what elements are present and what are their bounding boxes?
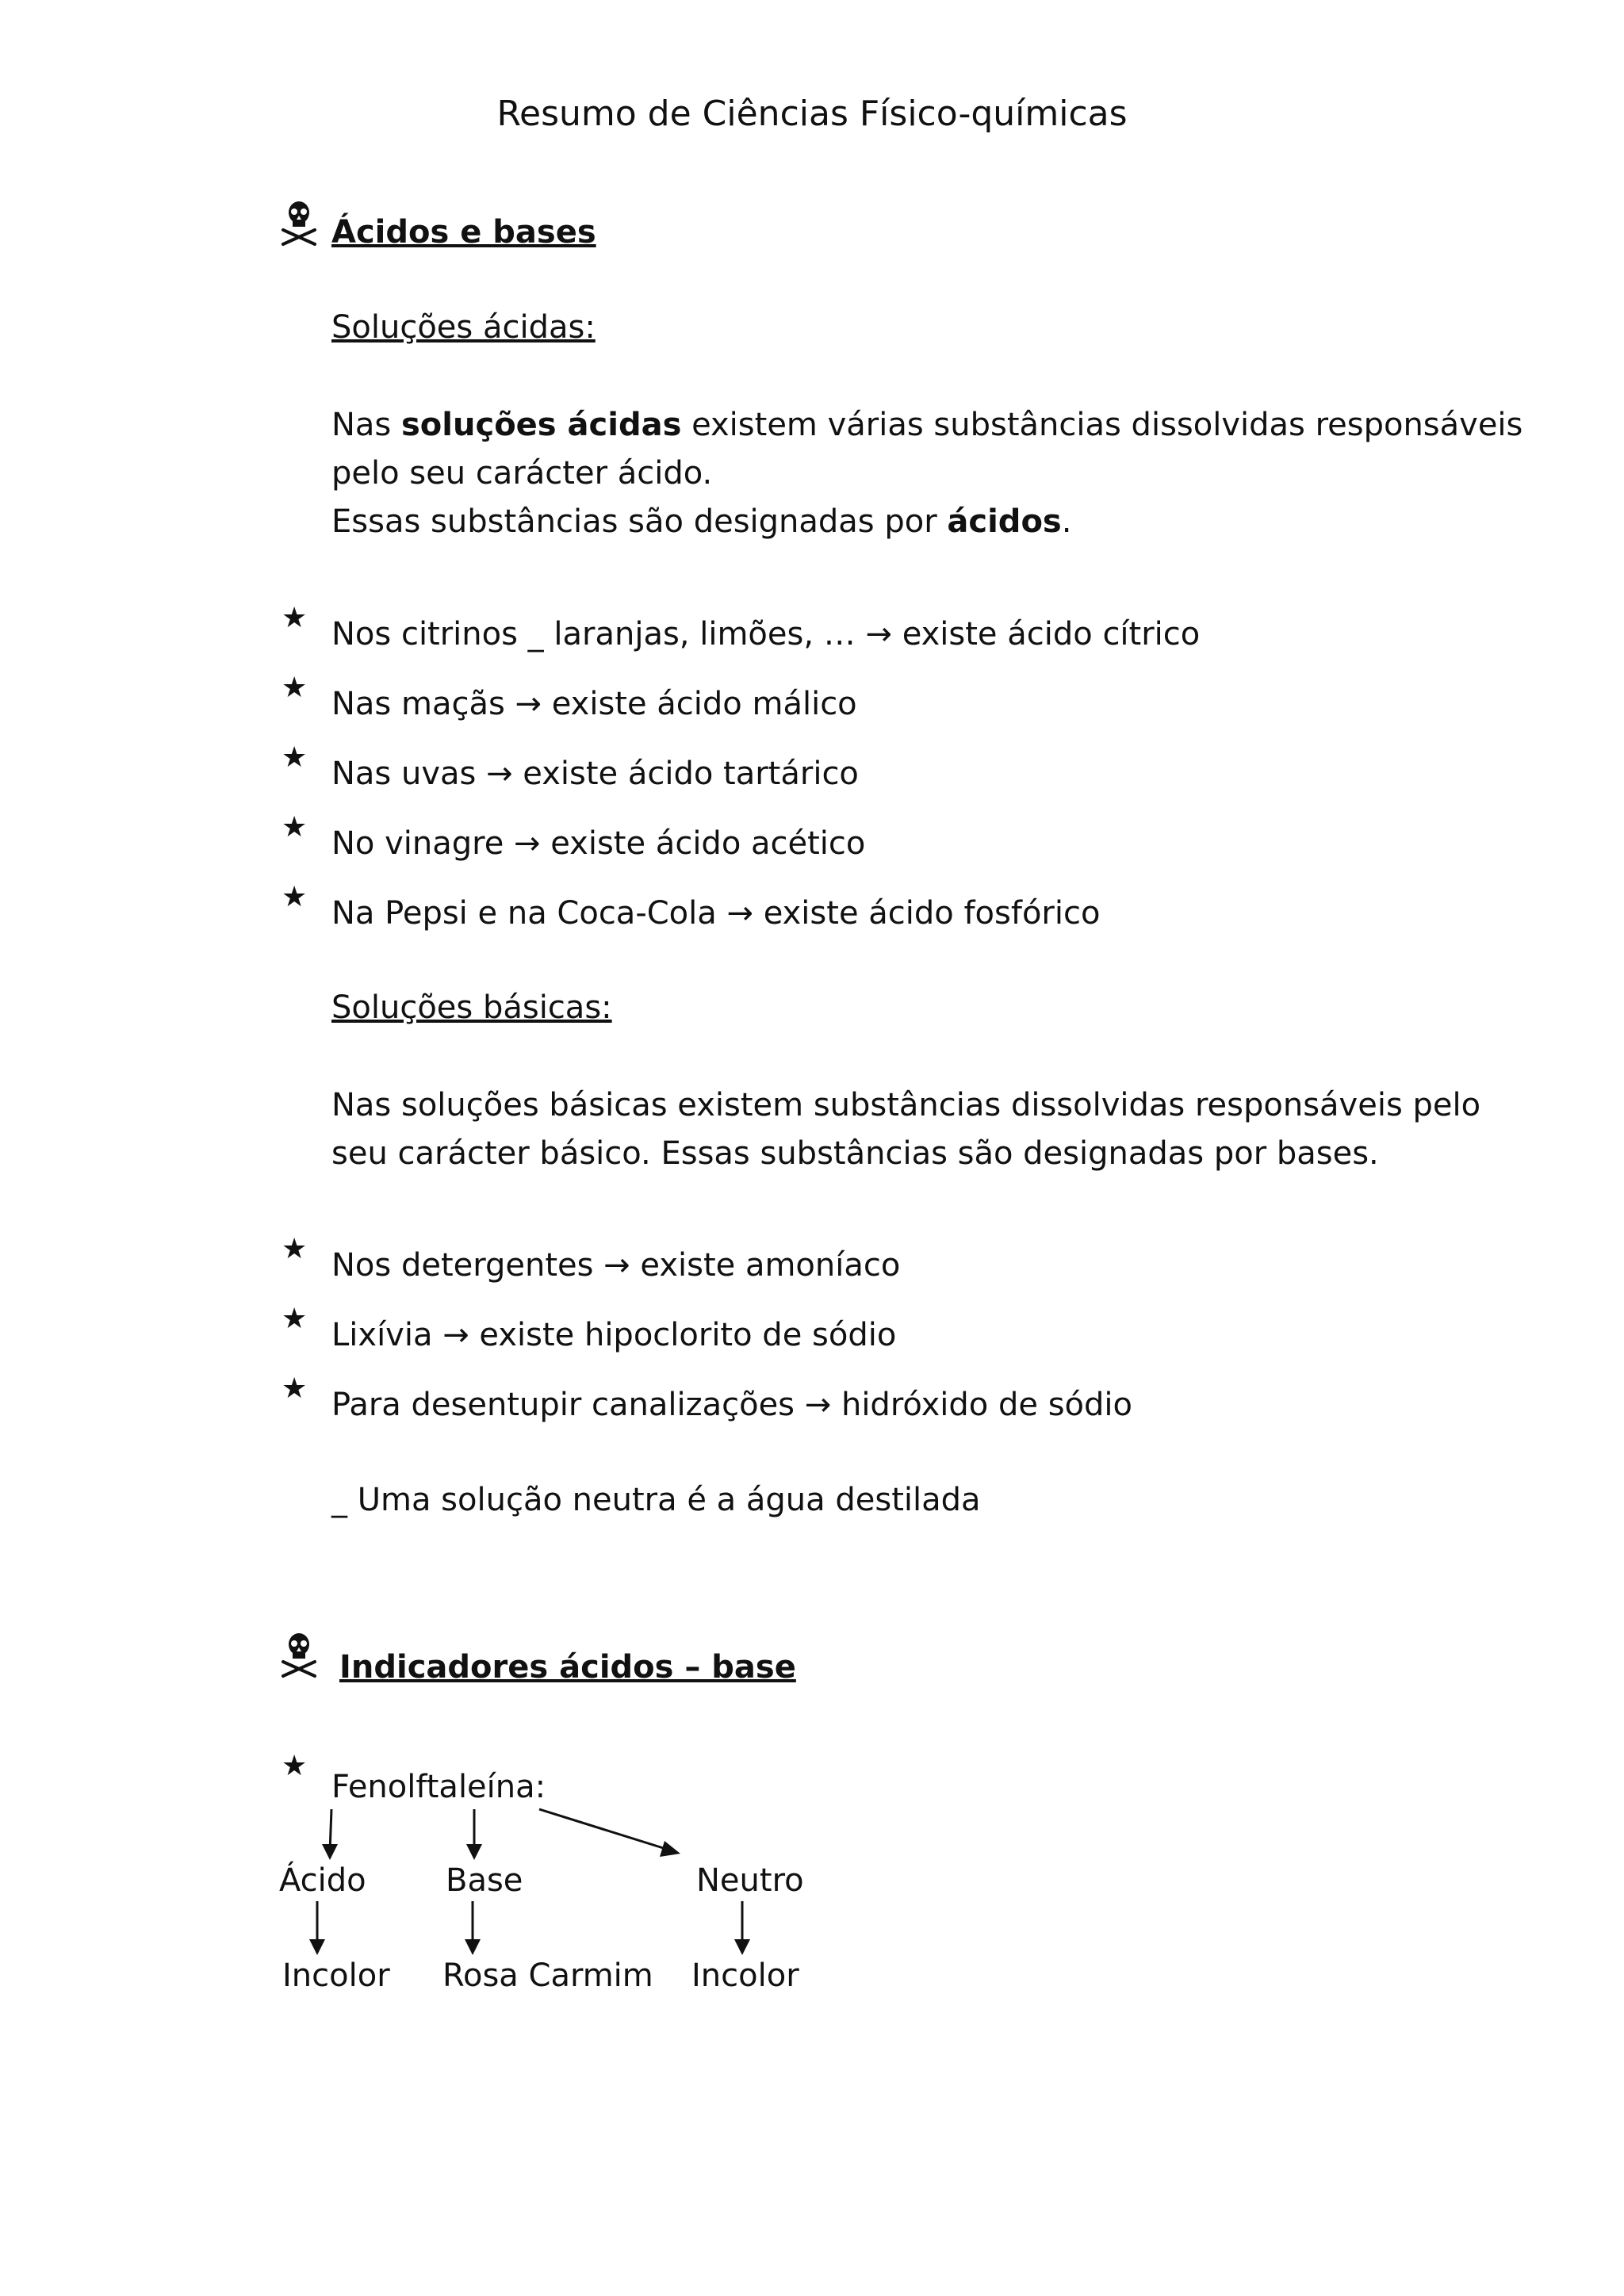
medium-base: Base (446, 1862, 523, 1899)
list-item: Nas maçãs → existe ácido málico (331, 686, 857, 722)
neutral-solution-note: _ Uma solução neutra é a água destilada (331, 1482, 981, 1518)
skull-crossbones-icon (279, 1632, 319, 1679)
medium-acid: Ácido (279, 1862, 366, 1899)
star-icon: ★ (282, 811, 308, 844)
list-item: Para desentupir canalizações → hidróxido de sódio (331, 1387, 1132, 1423)
color-acid: Incolor (282, 1957, 390, 1994)
list-item: Nos detergentes → existe amoníaco (331, 1247, 901, 1284)
base-paragraph-line-1: Nas soluções básicas existem substâncias dissolvidas responsáveis pelo (331, 1087, 1481, 1123)
star-icon: ★ (282, 741, 308, 774)
star-icon: ★ (282, 1372, 308, 1405)
star-icon: ★ (282, 672, 308, 704)
star-icon: ★ (282, 1233, 308, 1265)
color-base: Rosa Carmim (442, 1957, 653, 1994)
arrow-to-neutral (539, 1809, 671, 1850)
page-title: Resumo de Ciências Físico-químicas (496, 94, 1128, 134)
acid-solutions-subheading: Soluções ácidas: (331, 309, 596, 346)
acid-paragraph-line-1: Nas soluções ácidas existem várias substâncias dissolvidas responsáveis (331, 407, 1523, 443)
indicator-name: Fenolftaleína: (331, 1769, 546, 1805)
star-icon: ★ (282, 881, 308, 913)
star-icon: ★ (282, 1750, 308, 1782)
list-item: Nas uvas → existe ácido tartárico (331, 756, 859, 792)
medium-neutral: Neutro (696, 1862, 804, 1899)
base-paragraph-line-2: seu carácter básico. Essas substâncias são designadas por bases. (331, 1135, 1379, 1172)
skull-crossbones-icon (279, 200, 319, 247)
list-item: Lixívia → existe hipoclorito de sódio (331, 1317, 897, 1353)
acid-paragraph-line-2: pelo seu carácter ácido. (331, 455, 713, 492)
list-item: No vinagre → existe ácido acético (331, 825, 866, 862)
list-item: Na Pepsi e na Coca-Cola → existe ácido fosfórico (331, 895, 1101, 932)
star-icon: ★ (282, 1303, 308, 1335)
list-item: Nos citrinos _ laranjas, limões, … → existe ácido cítrico (331, 616, 1201, 652)
acid-solutions-paragraph (331, 401, 1522, 546)
section-heading-acids-bases: Ácidos e bases (331, 214, 596, 251)
star-icon: ★ (282, 602, 308, 634)
base-solutions-subheading: Soluções básicas: (331, 989, 612, 1026)
acid-paragraph-line-3: Essas substâncias são designadas por ácidos. (331, 503, 1072, 540)
arrow-to-acid (330, 1809, 331, 1852)
section-heading-indicators: Indicadores ácidos – base (339, 1649, 796, 1686)
color-neutral: Incolor (691, 1957, 799, 1994)
base-solutions-paragraph (331, 1081, 1480, 1178)
